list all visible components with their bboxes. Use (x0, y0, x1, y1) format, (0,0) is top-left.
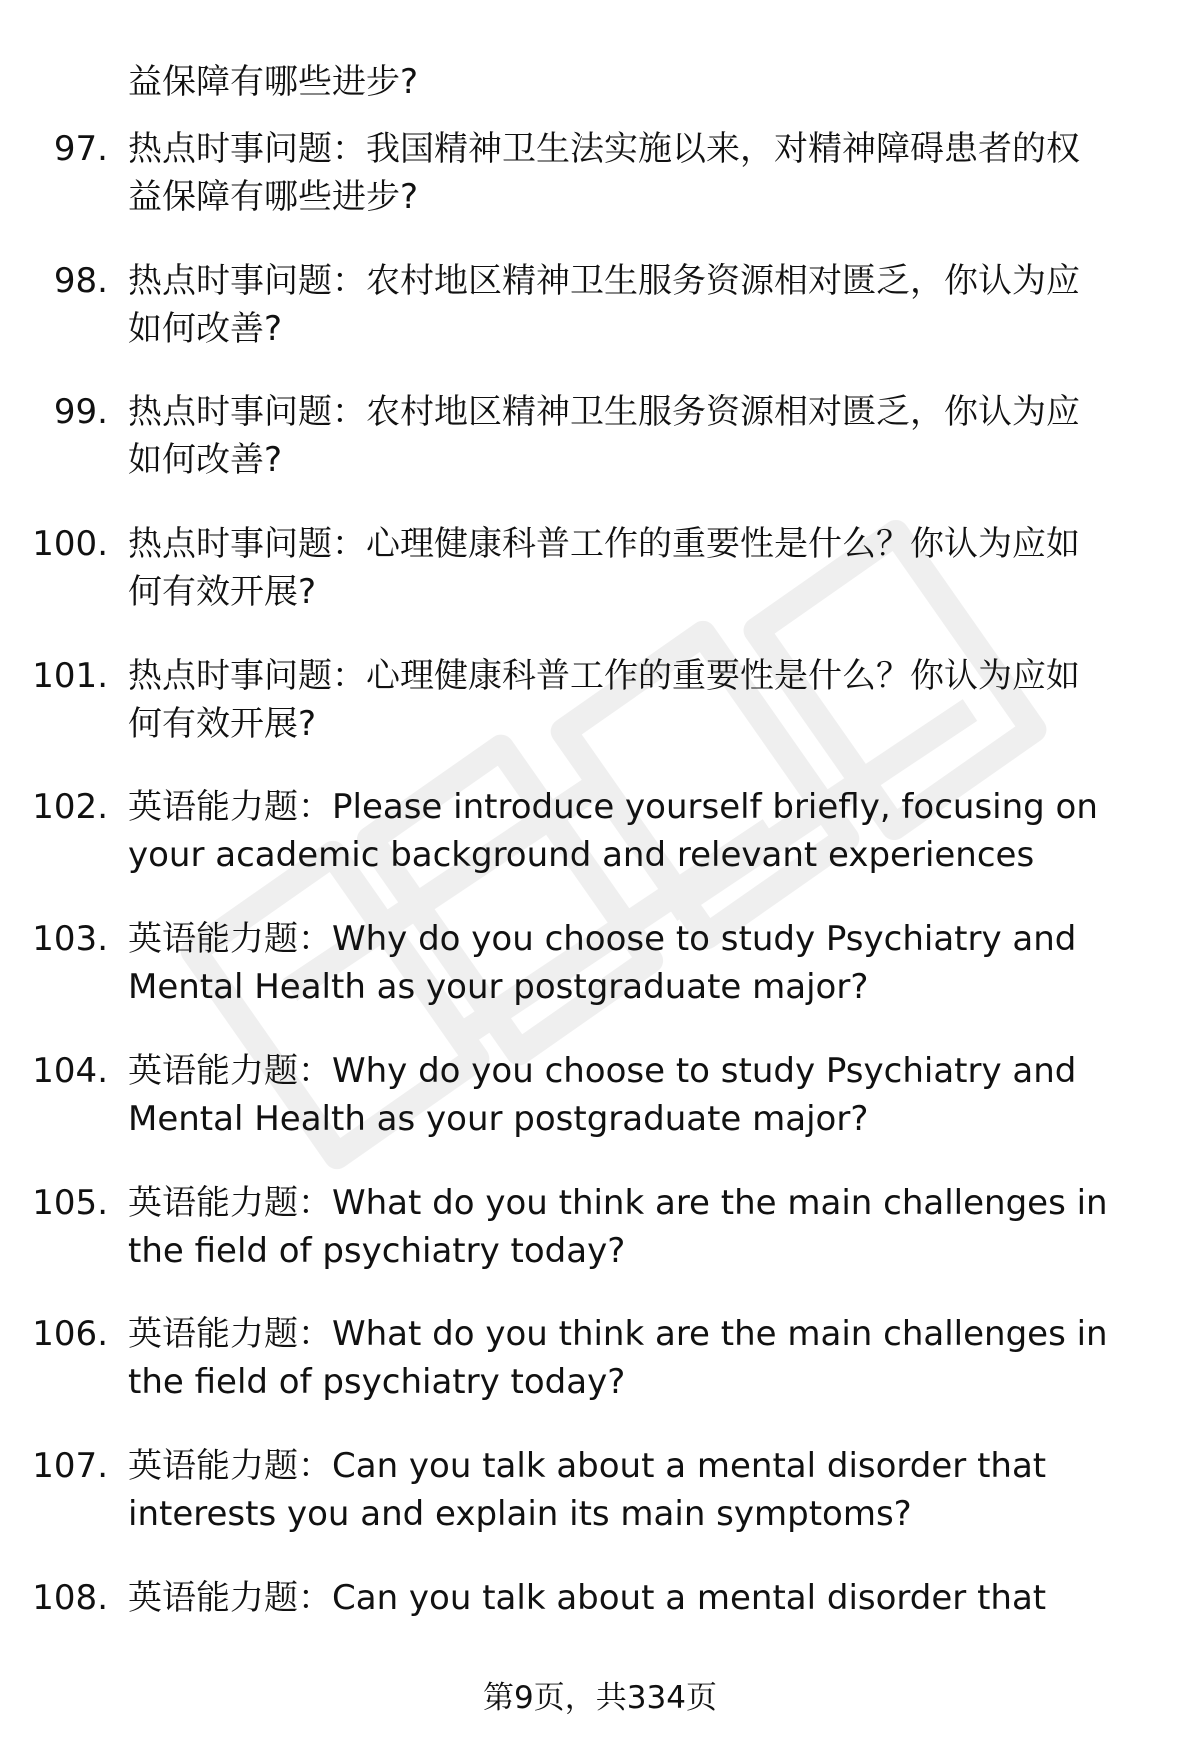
question-item (0, 1442, 1200, 1574)
question-text (128, 1047, 1148, 1143)
question-item (0, 520, 1200, 652)
question-text-line: 热点时事问题：农村地区精神卫生服务资源相对匮乏，你认为应 (128, 392, 1080, 433)
question-text-line: 英语能力题：Please introduce yourself briefly, focusing on (128, 787, 1098, 828)
page-footer: 第9页，共334页 (483, 1680, 717, 1716)
question-item (0, 1310, 1200, 1442)
question-number: 100. (32, 524, 108, 565)
question-text-line: 热点时事问题：我国精神卫生法实施以来，对精神障碍患者的权 (128, 129, 1080, 169)
question-text-line: the field of psychiatry today? (128, 1362, 626, 1403)
continued-text-line: 益保障有哪些进步? (128, 62, 419, 102)
question-item (0, 652, 1200, 784)
question-text-line: interests you and explain its main symptoms? (128, 1493, 912, 1534)
question-text-line: 英语能力题：Can you talk about a mental disorder that (128, 1577, 1047, 1618)
question-number: 108. (32, 1577, 108, 1618)
question-text (128, 257, 1148, 353)
question-number: 103. (32, 919, 108, 960)
question-number: 105. (32, 1182, 108, 1223)
question-text (128, 388, 1148, 484)
question-item (0, 1047, 1200, 1179)
question-number: 104. (32, 1050, 108, 1091)
question-item (0, 257, 1200, 389)
question-item (0, 1179, 1200, 1311)
question-text-line: 如何改善? (128, 440, 283, 481)
question-text-line: 热点时事问题：心理健康科普工作的重要性是什么？你认为应如 (128, 524, 1080, 565)
question-number: 97. (53, 129, 108, 169)
question-item (0, 915, 1200, 1047)
question-text-line: 热点时事问题：心理健康科普工作的重要性是什么？你认为应如 (128, 655, 1080, 696)
question-text (128, 1179, 1148, 1275)
question-item (0, 125, 1200, 257)
question-list (0, 125, 1200, 1705)
question-text-line: Mental Health as your postgraduate major? (128, 967, 869, 1008)
question-text (128, 915, 1148, 1011)
question-item (0, 388, 1200, 520)
question-text-line: Mental Health as your postgraduate major? (128, 1098, 869, 1139)
question-text-line: the field of psychiatry today? (128, 1230, 626, 1271)
question-text-line: 益保障有哪些进步? (128, 177, 419, 217)
question-text-line: 何有效开展? (128, 703, 317, 744)
question-number: 101. (32, 655, 108, 696)
question-number: 99. (53, 392, 108, 433)
question-text-line: 何有效开展? (128, 572, 317, 613)
question-number: 106. (32, 1314, 108, 1355)
question-text (128, 783, 1148, 879)
question-text-line: 英语能力题：What do you think are the main challenges in (128, 1314, 1108, 1355)
question-text (128, 1310, 1148, 1406)
question-text-line: 热点时事问题：农村地区精神卫生服务资源相对匮乏，你认为应 (128, 260, 1080, 301)
question-text-line: 英语能力题：Why do you choose to study Psychiatry and (128, 919, 1077, 960)
question-text-line: your academic background and relevant experiences (128, 835, 1035, 876)
question-text-line: 英语能力题：Can you talk about a mental disorder that (128, 1445, 1047, 1486)
question-text (128, 1442, 1148, 1538)
question-text-line: 如何改善? (128, 308, 283, 349)
question-text (128, 520, 1148, 616)
question-number: 102. (32, 787, 108, 828)
question-text (128, 652, 1148, 748)
question-text (128, 125, 1148, 221)
question-number: 107. (32, 1445, 108, 1486)
question-text-line: 英语能力题：Why do you choose to study Psychiatry and (128, 1050, 1077, 1091)
question-number: 98. (53, 260, 108, 301)
question-text (128, 1574, 1148, 1622)
question-item (0, 783, 1200, 915)
question-text-line: 英语能力题：What do you think are the main challenges in (128, 1182, 1108, 1223)
